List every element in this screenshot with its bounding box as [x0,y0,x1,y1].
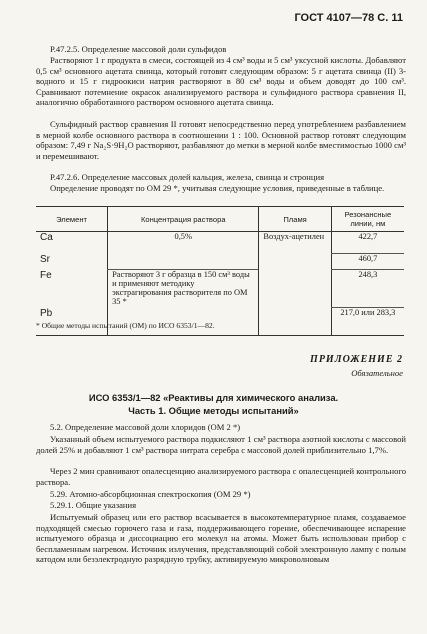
paragraph-aas: Испытуемый образец или его раствор всасывается в высокотемпературное пламя, создаваемое подходящей смесью горючего газа и газа, поддерживающего горение, обеспечивающее испарение испытуемого образца и диссоциацию его молекул на атомы. Может быть использован прибор с беспламенным нагревом. Источник излучения, представляющий собой электронную лампу с полым катодом или безэлектродную разрядную трубку, активируемую микроволновым [36,512,406,565]
paragraph-chlorides-1: Указанный объем испытуемого раствора подкисляют 1 см³ раствора азотной кислоты с массовой долей 25% и добавляют 1 см³ раствора нитрата серебра с массовой долей приблизительно 1,7%. [36,434,406,455]
footnote: * Общие методы испытаний (ОМ) по ИСО 6353/1—82. [36,321,215,330]
col-header-element: Элемент [36,207,108,232]
section-heading-aas: 5.29. Атомно-абсорбционная спектроскопия (ОМ 29 *) [50,489,251,499]
table-row [36,254,404,270]
col-header-lines: Резонансные линии, нм [331,207,404,232]
cell-element: Fe [40,269,52,281]
cell-element: Sr [40,253,50,265]
cell-flame [259,308,331,336]
cell-lines: 460,7 [331,254,404,270]
col-header-concentration: Концентрация раствора [108,207,259,232]
section-heading-sulfides: Р.47.2.5. Определение массовой доли сульфидов [50,44,227,54]
cell-lines: 422,7 [331,232,404,254]
col-header-flame: Пламя [259,207,331,232]
paragraph-elements: Определение проводят по ОМ 29 *, учитывая следующие условия, приведенные в таблице. [50,183,385,193]
cell-flame [259,270,331,308]
cell-element: Pb [36,308,108,336]
cell-element: Ca [40,232,53,243]
appendix-block [310,354,403,378]
table-row [36,232,404,254]
standard-part-title: Часть 1. Общие методы испытаний» [128,405,299,416]
paragraph-sulfides-2: Сульфидный раствор сравнения II готовят непосредственно перед употреблением разбавлением в мерной колбе основного раствора в соотношении 1 : 100. Основной раствор готовят следующим образом: 7,49 г Na₂S·9H₂O растворяют, разбавляют до метки в мерной колбе вместимостью 1000 см³ и перемешивают. [36,119,406,161]
appendix-subtitle: Обязательное [351,368,403,378]
cell-concentration: Растворяют 3 г образца в 150 см³ воды и применяют методику экстрагирования растворителя по ОМ 35 * [108,270,259,308]
table-row [36,270,404,308]
paragraph-chlorides-2: Через 2 мин сравнивают опалесценцию анализируемого раствора с опалесценцией контрольного раствора. [36,466,406,487]
cell-concentration [108,254,259,270]
conditions-table [36,206,404,336]
appendix-title: ПРИЛОЖЕНИЕ 2 [310,354,403,365]
section-heading-elements: Р.47.2.6. Определение массовых долей кальция, железа, свинца и стронция [50,172,325,182]
cell-flame: Воздух-ацетилен [259,232,331,270]
cell-lines: 217,0 или 283,3 [331,308,404,336]
subsection-heading-general: 5.29.1. Общие указания [50,500,137,510]
page-header: ГОСТ 4107—78 С. 11 [294,12,403,24]
cell-concentration: 0,5% [108,232,259,254]
paragraph-sulfides-1: Растворяют 1 г продукта в смеси, состоящей из 4 см³ воды и 5 см³ уксусной кислоты. Добавляют 0,5 см³ основного ацетата свинца, который готовят следующим образом: 5 г ацетата свинца (II) 3-водного и 15 г гидроокиси натрия растворяют в 80 см³ воды и объем доводят до 100 см³. Сравнивают потемнение окрасок анализируемого раствора и сульфидного раствора сравнения II, аналогично обработанного раствором основного ацетата свинца. [36,55,406,108]
table-header-row [36,207,404,232]
section-heading-chlorides: 5.2. Определение массовой доли хлоридов (ОМ 2 *) [50,422,241,432]
cell-lines: 248,3 [331,270,404,308]
standard-title: ИСО 6353/1—82 «Реактивы для химического анализа. [88,392,339,403]
